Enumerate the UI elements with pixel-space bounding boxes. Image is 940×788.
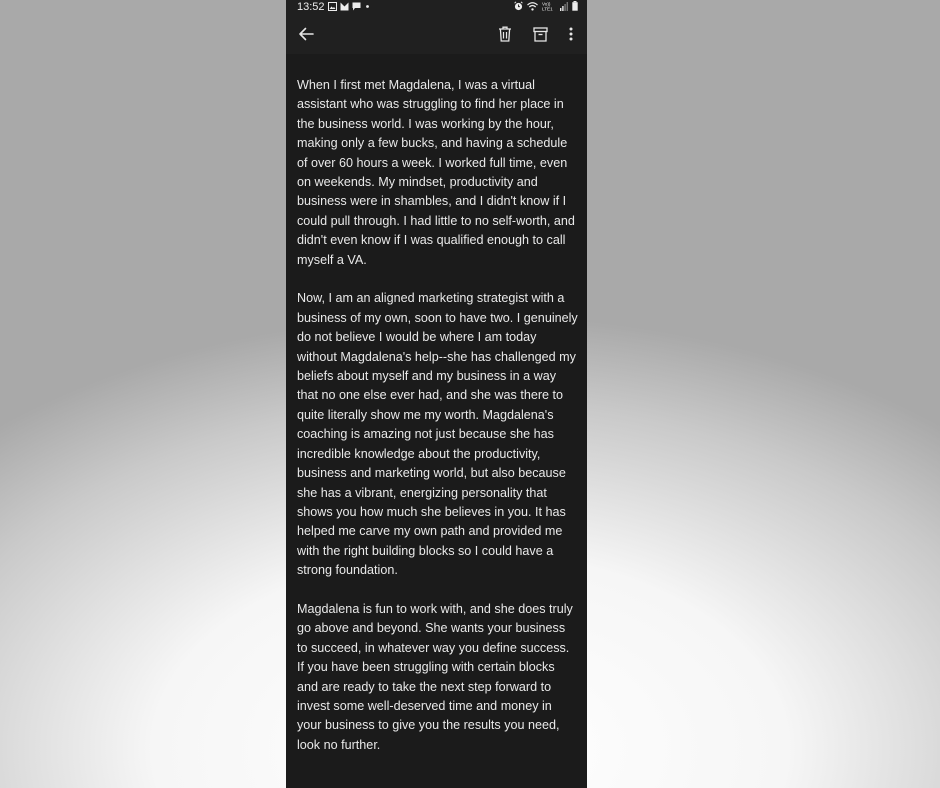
- more-vert-icon: [569, 27, 573, 41]
- svg-text:LTE1: LTE1: [542, 6, 553, 11]
- battery-icon: [572, 1, 578, 11]
- archive-icon: [533, 27, 548, 42]
- message-paragraph: Magdalena is fun to work with, and she does truly go above and beyond. She wants your business to succeed, in whatever way you define success. If you have been struggling with certain blocks and are ready to take the next step forward to invest some well-deserved time and money in your business to give you the results you need, look no further.: [297, 601, 573, 752]
- message-body: [297, 76, 579, 775]
- status-system-icons: [514, 1, 578, 11]
- dot-icon: [364, 2, 371, 11]
- status-notification-icons: [328, 2, 371, 11]
- phone-screen: [286, 0, 587, 788]
- archive-button[interactable]: [529, 23, 551, 45]
- delete-button[interactable]: [494, 23, 516, 45]
- volte-icon: [542, 1, 556, 11]
- trash-icon: [498, 26, 512, 42]
- message-paragraph: Now, I am an aligned marketing strategist with a business of my own, soon to have two. I genuinely do not believe I would be where I am today without Magdalena's help--she has challenged my beliefs about myself and my business in a way that no one else ever had, and she was there to quite literally show me my worth. Magdalena's coaching is amazing not just because she has incredible knowledge about the productivity, business and marketing world, but also because she has a vibrant, energizing personality that shows you how much she believes in you. It has helped me carve my own path and provided me with the right building blocks so I could have a strong foundation.: [297, 291, 578, 578]
- email-toolbar: [286, 14, 587, 54]
- status-time: 13:52: [297, 1, 325, 13]
- message-icon: [352, 2, 361, 11]
- status-bar: [286, 0, 587, 14]
- signal-icon: [560, 2, 568, 11]
- message-paragraph: When I first met Magdalena, I was a virtual assistant who was struggling to find her place in the business world. I was working by the hour, making only a few bucks, and having a schedule of over 60 hours a week. I worked full time, even on weekends. My mindset, productivity and business were in shambles, and I didn't know if I could pull through. I had little to no self-worth, and didn't even know if I was qualified enough to call myself a VA.: [297, 78, 575, 267]
- back-arrow-icon: [298, 26, 314, 42]
- wifi-icon: [527, 2, 538, 11]
- svg-text:Vo)): Vo)): [542, 1, 551, 7]
- more-options-button[interactable]: [560, 23, 582, 45]
- gallery-icon: [328, 2, 337, 11]
- alarm-icon: [514, 1, 523, 11]
- back-button[interactable]: [295, 23, 317, 45]
- photos-icon: [340, 2, 349, 11]
